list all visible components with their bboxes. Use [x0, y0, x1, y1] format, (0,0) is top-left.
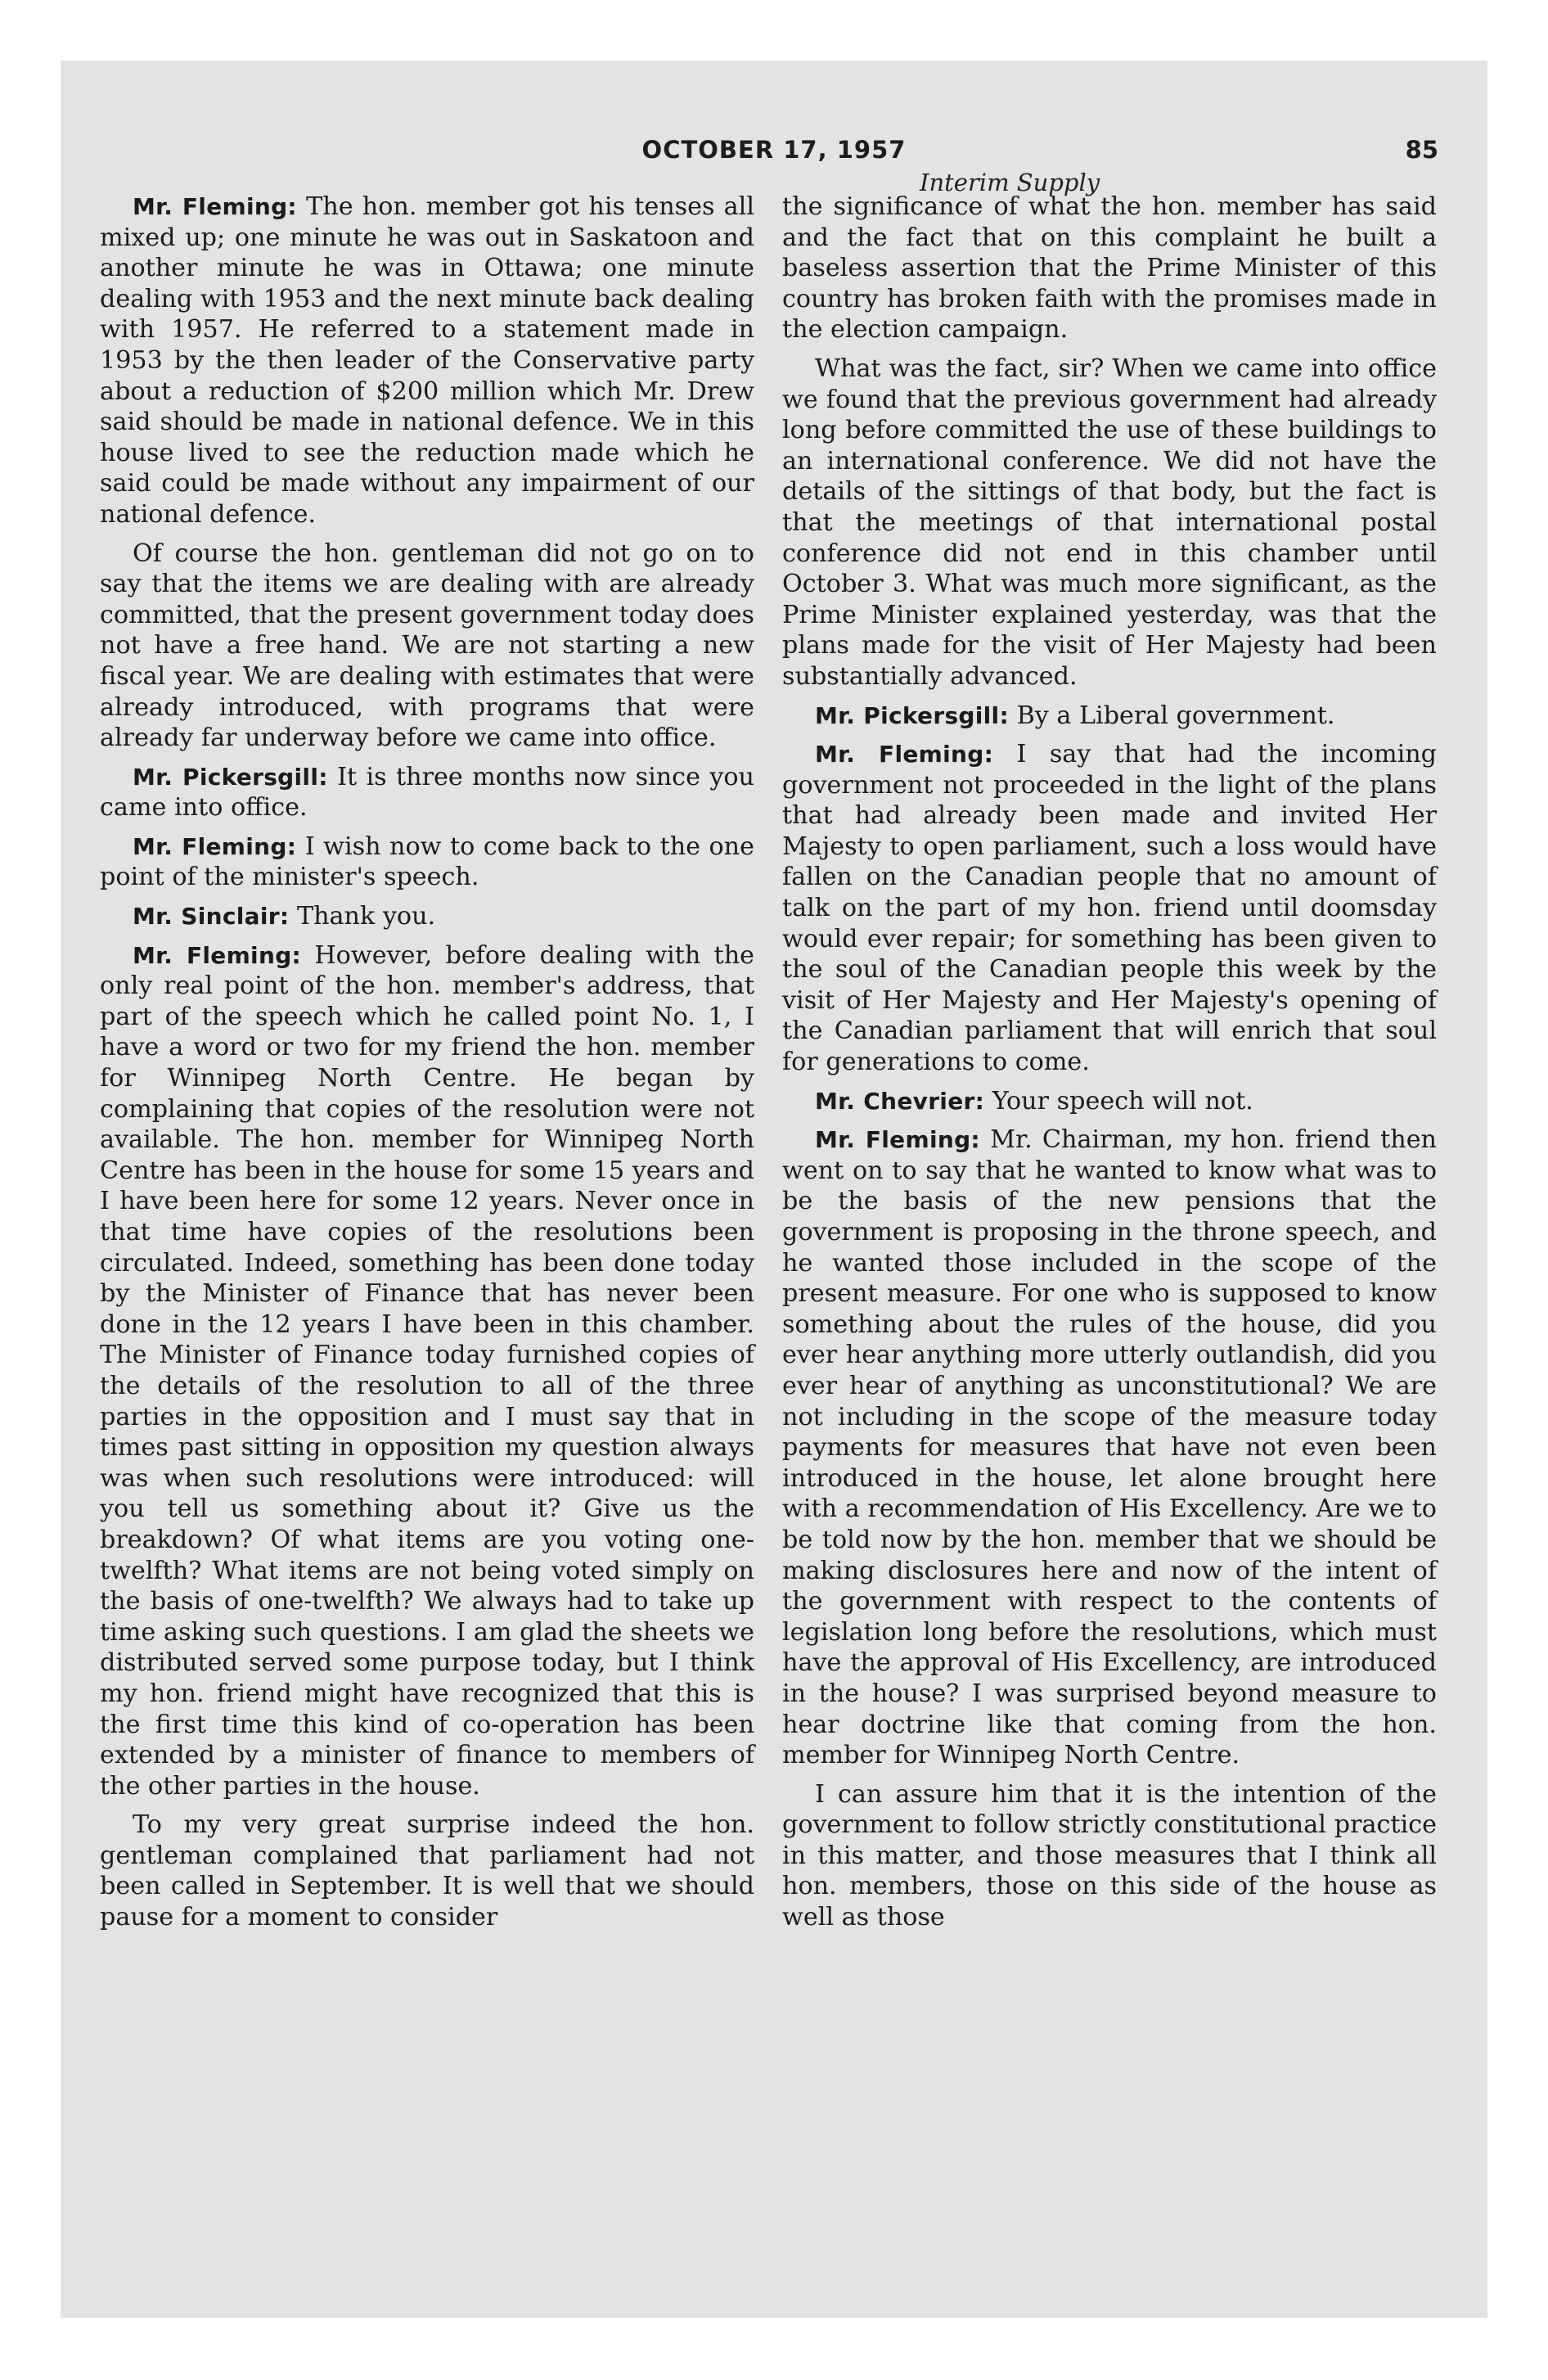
header-date: OCTOBER 17, 1957: [641, 136, 907, 164]
paragraph: [782, 1779, 1437, 1933]
speaker-name: Mr. Pickersgill:: [133, 763, 328, 791]
speaker-name: Mr. Fleming:: [133, 941, 302, 969]
paragraph-text: Your speech will not.: [992, 1086, 1253, 1116]
speaker-name: Mr. Chevrier:: [815, 1087, 985, 1115]
paragraph-text: The hon. member got his tenses all mixed up; one minute he was out in Saskatoon and another minute he was in Ottawa; one minute dealing with 1953 and the next minute back dealing with 1957. He referred to a statement made in 1953 by the then leader of the Conservative party about a reduction of $200 million which Mr. Drew said should be made in national defence. We in this house lived to see the reduction made which he said could be made without any impairment of our national defence.: [100, 192, 754, 529]
left-column: [100, 192, 754, 1941]
paragraph-text: By a Liberal government.: [1016, 701, 1335, 730]
speaker-name: Mr. Fleming:: [815, 1126, 980, 1154]
paragraph: [100, 901, 754, 932]
paragraph: [100, 1810, 754, 1932]
speaker-name: Mr. Fleming:: [133, 832, 297, 860]
paragraph: [782, 701, 1437, 732]
right-column: [782, 192, 1437, 1941]
paragraph-text: To my very great surprise indeed the hon. gentleman complained that parliament had not been called in September. It is well that we should pause for a moment to consider: [100, 1810, 754, 1932]
paragraph: [100, 192, 754, 530]
page-header: [61, 136, 1487, 196]
paragraph: [782, 1125, 1437, 1770]
speaker-name: Mr. Fleming:: [815, 741, 994, 769]
paragraph: [782, 739, 1437, 1078]
paragraph-text: However, before dealing with the only real point of the hon. member's address, that part of the speech which he called point No. 1, I have a word or two for my friend the hon. member for Winnipeg North Centre. He began by complaining that copies of the resolution were not available. The hon. member for Winnipeg North Centre has been in the house for some 15 years and I have been here for some 12 years. Never once in that time have copies of the resolutions been circulated. Indeed, something has been done today by the Minister of Finance that has never been done in the 12 years I have been in this chamber. The Minister of Finance today furnished copies of the details of the resolution to all of the three parties in the opposition and I must say that in times past sitting in opposition my question always was when such resolutions were introduced: will you tell us something about it? Give us the breakdown? Of what items are you voting one-twelfth? What items are not being voted simply on the basis of one-twelfth? We always had to take up time asking such questions. I am glad the sheets we distributed served some purpose today, but I think my hon. friend might have recognized that this is the first time this kind of co-operation has been extended by a minister of finance to members of the other parties in the house.: [100, 940, 754, 1801]
paragraph-text: I say that had the incoming government not proceeded in the light of the plans that had already been made and invited Her Majesty to open parliament, such a loss would have fallen on the Canadian people that no amount of talk on the part of my hon. friend until doomsday would ever repair; for something has been given to the soul of the Canadian people this week by the visit of Her Majesty and Her Majesty's opening of the Canadian parliament that will enrich that soul for generations to come.: [782, 740, 1438, 1077]
paragraph: [100, 940, 754, 1802]
paragraph: [782, 354, 1437, 692]
document-page: [61, 61, 1487, 2318]
page-number: 85: [1405, 136, 1438, 164]
speaker-name: Mr. Pickersgill:: [815, 701, 1009, 729]
paragraph: [782, 1086, 1437, 1117]
paragraph-text: the significance of what the hon. member has said and the fact that on this complaint he built a baseless assertion that the Prime Minister of this country has broken faith with the promises made in the election campaign.: [782, 192, 1437, 345]
paragraph-text: It is three months now since you came into office.: [100, 762, 754, 823]
section-title: Interim Supply: [920, 169, 1100, 196]
speaker-name: Mr. Sinclair:: [133, 903, 290, 931]
paragraph-text: I wish now to come back to the one point of the minister's speech.: [100, 832, 754, 892]
paragraph: [100, 539, 754, 754]
speaker-name: Mr. Fleming:: [133, 193, 297, 220]
paragraph: [782, 192, 1437, 345]
paragraph-text: Mr. Chairman, my hon. friend then went on to say that he wanted to know what was to be the basis of the new pensions that the government is proposing in the throne speech, and he wanted those included in the scope of the present measure. For one who is supposed to know something about the rules of the house, did you ever hear anything more utterly outlandish, did you ever hear of anything as unconstitutional? We are not including in the scope of the measure today payments for measures that have not even been introduced in the house, let alone brought here with a recommendation of His Excellency. Are we to be told now by the hon. member that we should be making disclosures here and now of the intent of the government with respect to the contents of legislation long before the resolutions, which must have the approval of His Excellency, are introduced in the house? I was surprised beyond measure to hear doctrine like that coming from the hon. member for Winnipeg North Centre.: [782, 1125, 1438, 1770]
paragraph-text: I can assure him that it is the intention of the government to follow strictly constitutional practice in this matter, and those measures that I think all hon. members, those on this side of the house as well as those: [782, 1779, 1437, 1932]
paragraph: [100, 832, 754, 893]
paragraph-text: What was the fact, sir? When we came into office we found that the previous government had already long before committed the use of these buildings to an international conference. We did not have the details of the sittings of that body, but the fact is that the meetings of that international postal conference did not end in this chamber until October 3. What was much more significant, as the Prime Minister explained yesterday, was that the plans made for the visit of Her Majesty had been substantially advanced.: [782, 354, 1437, 691]
paragraph-text: Thank you.: [296, 902, 436, 931]
paragraph-text: Of course the hon. gentleman did not go on to say that the items we are dealing with are already committed, that the present government today does not have a free hand. We are not starting a new fiscal year. We are dealing with estimates that were already introduced, with programs that were already far underway before we came into office.: [100, 539, 754, 753]
paragraph: [100, 762, 754, 823]
